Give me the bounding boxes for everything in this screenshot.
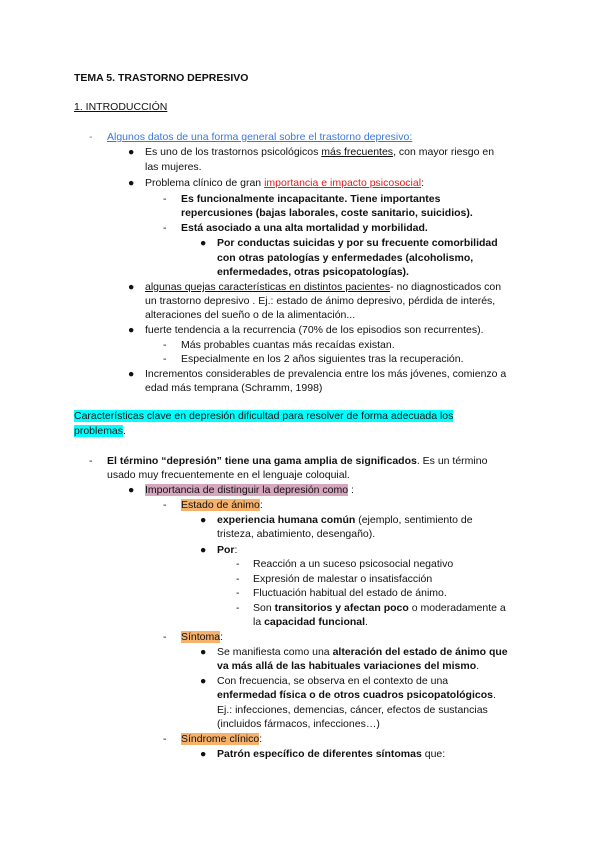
document-title: TEMA 5. TRASTORNO DEPRESIVO <box>74 72 249 84</box>
intro-sub-2a-line3: enfermedades, otras psicopatologías). <box>217 266 409 278</box>
symptom-b-line3: Ej.: infecciones, demencias, cáncer, efectos de sustancias <box>217 704 488 716</box>
mood-label: Estado de ánimo <box>181 499 260 511</box>
section-heading-introduction: 1. INTRODUCCIÓN <box>74 101 168 113</box>
por-item-2: Expresión de malestar o insatisfacción <box>253 573 433 585</box>
importance-post: : <box>348 484 354 496</box>
mood-colon: : <box>259 499 263 511</box>
intro-item-5-line2: edad más temprana (Schramm, 1998) <box>145 382 323 394</box>
term-rest: . Es un término <box>416 455 488 467</box>
dash-bullet: - <box>163 733 167 745</box>
mood-heading <box>181 498 263 512</box>
dot-bullet: ● <box>200 675 207 687</box>
dot-bullet: ● <box>128 484 135 496</box>
intro-item-3-em: algunas quejas características en distintos pacientes <box>145 281 391 293</box>
highlight-note-text-1: Características clave en depresión dificultad para resolver de forma adecuada los <box>74 410 454 422</box>
symptom-colon: : <box>220 631 224 643</box>
intro-item-3-line3: alteraciones del sueño o de la alimentación... <box>145 309 356 321</box>
symptom-b-line2 <box>217 688 496 702</box>
por-item-1: Reacción a un suceso psicosocial negativo <box>253 558 454 570</box>
intro-item-2-em: importancia e impacto psicosocial <box>264 177 422 189</box>
syndrome-heading <box>181 732 262 746</box>
por-item-4-line2 <box>253 615 368 629</box>
dash-bullet: - <box>236 558 240 570</box>
dash-bullet: - <box>236 587 240 599</box>
intro-item-3-line2: un trastorno depresivo . Ej.: estado de ánimo depresivo, pérdida de interés, <box>145 295 496 307</box>
por-item-4-bold: transitorios y afectan poco <box>274 602 409 614</box>
term-bold: El término “depresión” tiene una gama amplia de significados <box>107 455 417 467</box>
dash-bullet: - <box>163 222 167 234</box>
dot-bullet: ● <box>200 748 207 760</box>
por-heading <box>217 543 237 557</box>
intro-item-1-line2: las mujeres. <box>145 161 202 173</box>
intro-item-1-post: , con mayor riesgo en <box>393 146 495 158</box>
symptom-a-line1 <box>217 645 508 659</box>
intro-sub-4a: Más probables cuantas más recaídas existan. <box>181 339 395 351</box>
symptom-b-line1: Con frecuencia, se observa en el contexto de una <box>217 675 449 687</box>
dash-bullet: - <box>163 353 167 365</box>
dash-bullet: - <box>236 573 240 585</box>
dash-bullet: - <box>163 339 167 351</box>
intro-item-1-pre: Es uno de los trastornos psicológicos <box>145 146 322 158</box>
dot-bullet: ● <box>128 177 135 189</box>
por-colon: : <box>234 544 238 556</box>
term-line2: usado muy frecuentemente en el lenguaje coloquial. <box>107 469 350 481</box>
dash-bullet: - <box>236 602 240 614</box>
dot-bullet: ● <box>128 281 135 293</box>
syndrome-a-post: que: <box>421 748 446 760</box>
por-item-3: Fluctuación habitual del estado de ánimo. <box>253 587 447 599</box>
symptom-b-line2-bold: enfermedad física o de otros cuadros psicopatológicos <box>217 689 493 701</box>
symptom-a-line2 <box>217 659 479 673</box>
dot-bullet: ● <box>200 646 207 658</box>
por-item-4-line2-post: . <box>365 616 368 628</box>
highlight-note-period: . <box>123 425 126 437</box>
intro-sub-1-line2: repercusiones (bajas laborales, coste sanitario, suicidios). <box>181 207 473 219</box>
symptom-a-line2-bold: va más allá de las habituales variaciones del mismo <box>217 660 477 672</box>
intro-item-1-em: más frecuentes <box>321 146 394 158</box>
mood-a-line1 <box>217 513 473 527</box>
por-item-4-line2-pre: la <box>253 616 265 628</box>
highlight-note-line2 <box>74 424 126 438</box>
intro-item-4: fuerte tendencia a la recurrencia (70% de los episodios son recurrentes). <box>145 324 484 336</box>
dot-bullet: ● <box>128 368 135 380</box>
dot-bullet: ● <box>128 146 135 158</box>
dash-bullet: - <box>89 455 93 467</box>
syndrome-a-bold: Patrón específico de diferentes síntomas <box>217 748 422 760</box>
dash-bullet: - <box>163 631 167 643</box>
highlight-note-line1 <box>74 409 453 423</box>
dot-bullet: ● <box>200 237 207 249</box>
syndrome-colon: : <box>259 733 263 745</box>
intro-item-2 <box>145 176 424 190</box>
intro-item-1 <box>145 145 494 159</box>
intro-item-2-post: : <box>421 177 424 189</box>
mood-a-rest: (ejemplo, sentimiento de <box>355 514 473 526</box>
intro-heading: Algunos datos de una forma general sobre el trastorno depresivo: <box>107 131 413 143</box>
symptom-a-pre: Se manifiesta como una <box>217 646 333 658</box>
symptom-heading <box>181 630 223 644</box>
intro-sub-2: Está asociado a una alta mortalidad y morbilidad. <box>181 222 428 234</box>
intro-item-3-post: - no diagnosticados con <box>390 281 502 293</box>
importance-text: Importancia de distinguir la depresión como <box>145 484 349 496</box>
symptom-b-line2-post: . <box>492 689 496 701</box>
intro-sub-2a-line1: Por conductas suicidas y por su frecuente comorbilidad <box>217 237 498 249</box>
intro-item-2-pre: Problema clínico de gran <box>145 177 265 189</box>
dot-bullet: ● <box>200 514 207 526</box>
por-bold: Por <box>217 544 235 556</box>
symptom-b-line4: (incluidos fármacos, infecciones…) <box>217 718 380 730</box>
intro-sub-2a-line2: con otras patologías y enfermedades (alcoholismo, <box>217 252 474 264</box>
intro-sub-4b: Especialmente en los 2 años siguientes tras la recuperación. <box>181 353 464 365</box>
mood-a-bold: experiencia humana común <box>217 514 356 526</box>
term-line1 <box>107 454 487 468</box>
symptom-a-bold: alteración del estado de ánimo que <box>332 646 508 658</box>
syndrome-label: Síndrome clínico <box>181 733 260 745</box>
intro-sub-1-line1: Es funcionalmente incapacitante. Tiene importantes <box>181 193 441 205</box>
mood-a-line2: tristeza, abatimiento, desengaño). <box>217 528 376 540</box>
por-item-4-line2-bold: capacidad funcional <box>264 616 366 628</box>
symptom-a-line2-post: . <box>476 660 480 672</box>
dash-bullet: - <box>163 193 167 205</box>
por-item-4-post: o moderadamente a <box>408 602 506 614</box>
por-item-4-line1 <box>253 601 506 615</box>
por-item-4-pre: Son <box>253 602 275 614</box>
dot-bullet: ● <box>128 324 135 336</box>
intro-item-3 <box>145 280 501 294</box>
symptom-label: Síntoma <box>181 631 221 643</box>
highlight-note-text-2: problemas <box>74 425 124 437</box>
syndrome-a <box>217 747 445 761</box>
dash-bullet: - <box>163 499 167 511</box>
dot-bullet: ● <box>200 544 207 556</box>
dash-bullet: - <box>89 131 93 143</box>
importance-line <box>145 483 354 497</box>
intro-item-5-line1: Incrementos considerables de prevalencia entre los más jóvenes, comienzo a <box>145 368 507 380</box>
